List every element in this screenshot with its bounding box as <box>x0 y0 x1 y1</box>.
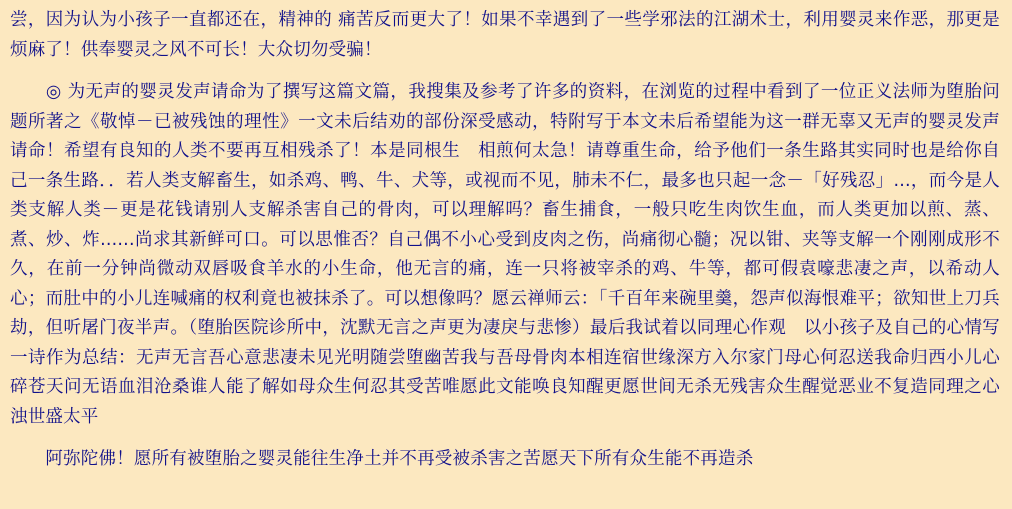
paragraph-2: ◎ 为无声的婴灵发声请命为了撰写这篇文篇，我搜集及参考了许多的资料，在浏览的过程中看到了一位正义法师为堕胎问题所著之《敬悼－已被残蚀的理性》一文未后结劝的部份深受感动，特附写于本文未后希望能为这一群无辜又无声的婴灵发声请命！希望有良知的人类不要再互相残杀了！本是同根生 相煎何太急！请尊重生命，给予他们一条生路其实同时也是给你自己一条生路．．若人类支解畜生，如杀鸡、鸭、牛、犬等，或视而不见，肺未不仁，最多也只起一念－「好残忍」...，而今是人类支解人类－更是花钱请别人支解杀害自己的骨肉，可以理解吗？畜生捕食，一般只吃生肉饮生血，而人类更加以煎、蒸、煮、炒、炸......尚求其新鲜可口。可以思惟否？自己偶不小心受到皮肉之伤，尚痛彻心髓；况以钳、夹等支解一个刚刚成形不久，在前一分钟尚微动双唇吸食羊水的小生命，他无言的痛，连一只将被宰杀的鸡、牛等，都可假袁嚎悲凄之声，以希动人心；而肚中的小儿连喊痛的权利竟也被抹杀了。可以想像吗？愿云禅师云：「千百年来碗里羹，怨声似海恨难平；欲知世上刀兵劫，但听屠门夜半声。（堕胎医院诊所中，沈默无言之声更为凄戾与悲惨）最后我试着以同理心作观 以小孩子及自己的心情写一诗作为总结：无声无言吾心意悲凄未见光明随尝堕幽苦我与吾母骨肉本相连宿世缘深方入尔家门母心何忍送我命归西小儿心碎苍天问无语血泪沧桑谁人能了解如母众生何忍其受苦唯愿此文能唤良知醒更愿世间无杀无残害众生醒觉恶业不复造同理之心浊世盛太平 <box>10 82 1000 427</box>
paragraph-3: 阿弥陀佛！愿所有被堕胎之婴灵能往生净土并不再受被杀害之苦愿天下所有众生能不再造杀 <box>10 449 754 469</box>
paragraph-1: 尝，因为认为小孩子一直都还在，精神的 痛苦反而更大了！如果不幸遇到了一些学邪法的江湖术士，利用婴灵来作恶，那更是烦麻了！供奉婴灵之风不可长！大众切勿受骗！ <box>10 10 1000 60</box>
